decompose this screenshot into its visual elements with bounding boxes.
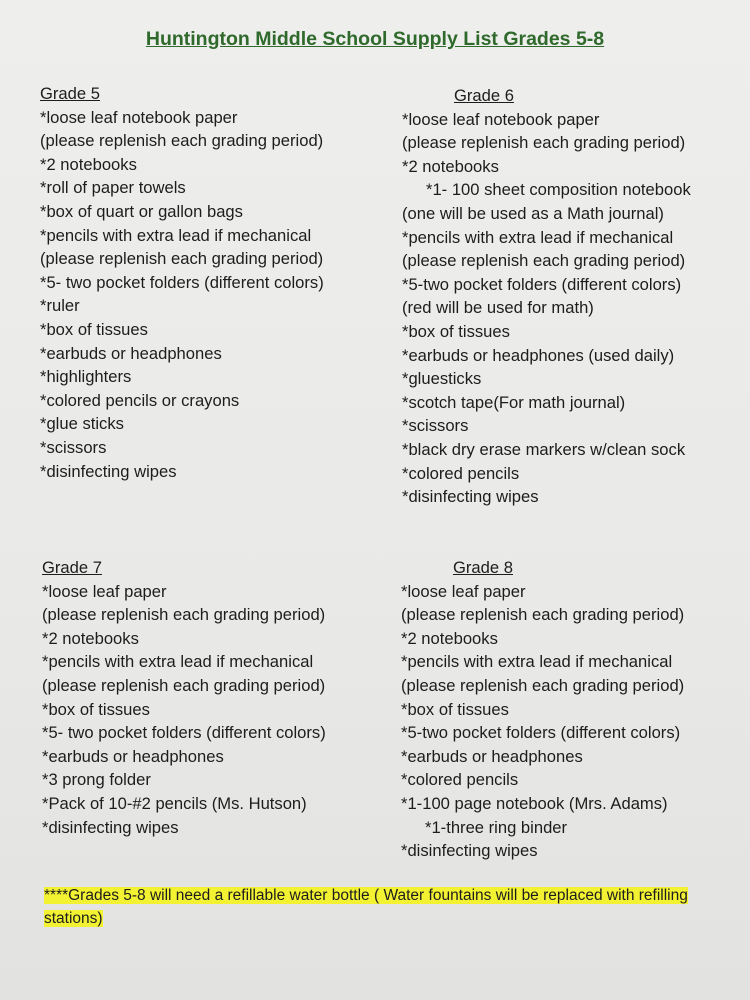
grade-6-list [402, 84, 691, 509]
list-item: (one will be used as a Math journal) [402, 203, 664, 223]
list-item: (please replenish each grading period) [402, 133, 686, 153]
list-item: *pencils with extra lead if mechanical [401, 652, 673, 672]
list-item: *ruler [40, 296, 80, 316]
list-item: (please replenish each grading period) [401, 605, 685, 625]
list-item: *colored pencils or crayons [40, 390, 240, 410]
list-item: *5- two pocket folders (different colors) [40, 272, 324, 292]
list-item: *box of tissues [401, 699, 509, 719]
list-item: *gluesticks [402, 369, 482, 389]
list-item: *pencils with extra lead if mechanical [40, 225, 312, 245]
list-item: *loose leaf paper [401, 581, 526, 601]
grade-7-heading: Grade 7 [42, 558, 102, 577]
list-item: *pencils with extra lead if mechanical [402, 227, 674, 247]
list-item: *5-two pocket folders (different colors) [402, 274, 682, 294]
list-item: *disinfecting wipes [402, 487, 539, 507]
water-bottle-note [44, 884, 714, 930]
list-item: *1- 100 sheet composition notebook [426, 180, 691, 200]
list-item: *loose leaf notebook paper [402, 109, 600, 129]
list-item: *1-100 page notebook (Mrs. Adams) [401, 793, 668, 813]
list-item: *roll of paper towels [40, 178, 186, 198]
list-item: *5-two pocket folders (different colors) [401, 723, 681, 743]
grade-5-list [40, 82, 324, 483]
list-item: *earbuds or headphones [401, 746, 583, 766]
list-item: *2 notebooks [42, 628, 139, 648]
page-title: Huntington Middle School Supply List Grades 5-8 [145, 28, 605, 50]
list-item: (red will be used for math) [402, 298, 594, 318]
grade-8-list [401, 556, 684, 863]
list-item: *colored pencils [402, 463, 520, 483]
grade-5-heading: Grade 5 [40, 84, 100, 103]
list-item: *loose leaf paper [42, 581, 167, 601]
list-item: *colored pencils [401, 770, 519, 790]
list-item: *scissors [40, 437, 107, 457]
list-item: *highlighters [40, 367, 132, 387]
grade-8-heading: Grade 8 [453, 558, 513, 577]
list-item: *glue sticks [40, 414, 124, 434]
list-item: *disinfecting wipes [40, 461, 177, 481]
list-item: *Pack of 10-#2 pencils (Ms. Hutson) [42, 793, 307, 813]
list-item: *black dry erase markers w/clean sock [402, 439, 686, 459]
list-item: *3 prong folder [42, 770, 151, 790]
list-item: *2 notebooks [402, 156, 499, 176]
list-item: (please replenish each grading period) [401, 675, 685, 695]
list-item: *earbuds or headphones [40, 343, 222, 363]
list-item: *1-three ring binder [425, 817, 568, 837]
grade-6-heading: Grade 6 [454, 86, 514, 105]
list-item: *5- two pocket folders (different colors) [42, 723, 326, 743]
list-item: (please replenish each grading period) [402, 251, 686, 271]
list-item: *box of tissues [42, 699, 150, 719]
list-item: (please replenish each grading period) [40, 249, 324, 269]
list-item: *box of tissues [40, 319, 148, 339]
highlighted-note-text: ****Grades 5-8 will need a refillable water bottle ( Water fountains will be replaced with refilling stations) [44, 887, 688, 927]
list-item: *disinfecting wipes [401, 841, 538, 861]
grade-7-list [42, 556, 326, 839]
list-item: (please replenish each grading period) [42, 675, 326, 695]
list-item: *box of tissues [402, 321, 510, 341]
list-item: *earbuds or headphones [42, 746, 224, 766]
list-item: (please replenish each grading period) [42, 605, 326, 625]
list-item: *scissors [402, 416, 469, 436]
list-item: *disinfecting wipes [42, 817, 179, 837]
list-item: *2 notebooks [401, 628, 498, 648]
list-item: *box of quart or gallon bags [40, 201, 243, 221]
list-item: *earbuds or headphones (used daily) [402, 345, 675, 365]
list-item: *pencils with extra lead if mechanical [42, 652, 314, 672]
list-item: (please replenish each grading period) [40, 131, 324, 151]
list-item: *loose leaf notebook paper [40, 107, 238, 127]
list-item: *scotch tape(For math journal) [402, 392, 626, 412]
list-item: *2 notebooks [40, 154, 137, 174]
